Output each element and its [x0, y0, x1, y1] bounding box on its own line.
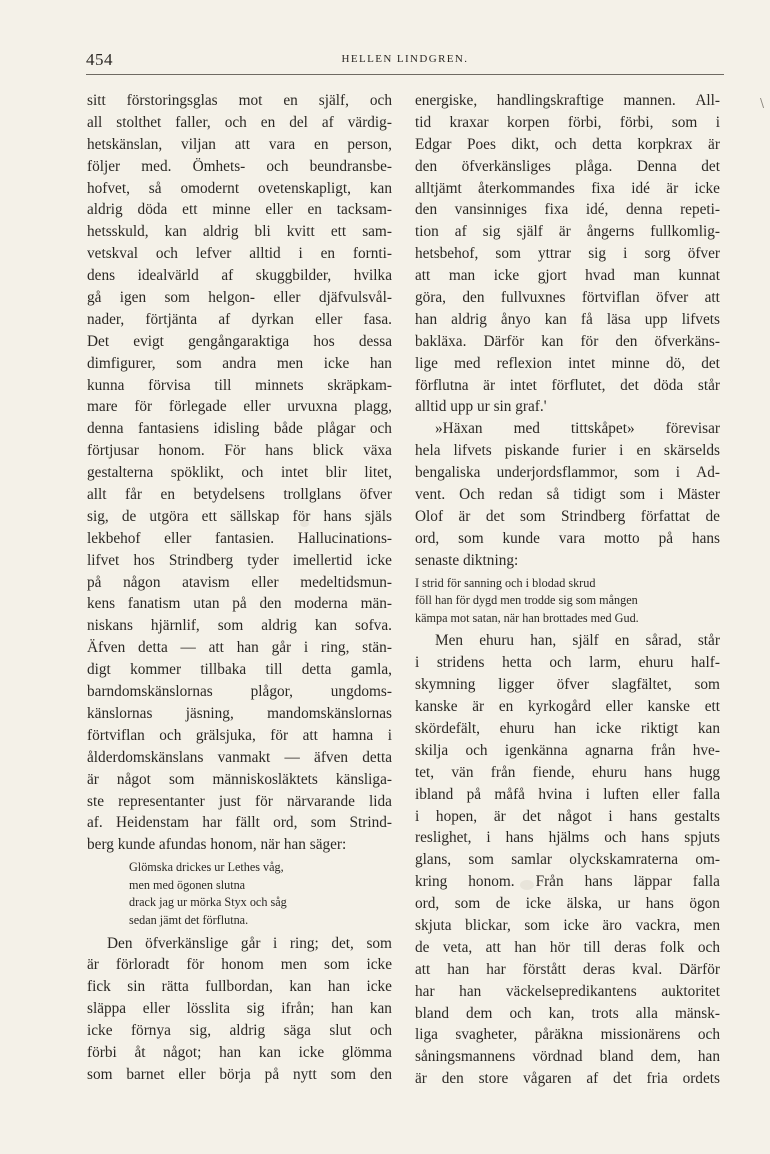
text-line: ord, som kunde vara motto på hans: [415, 529, 720, 547]
text-line: den öfverkänsliges plåga. Denna det: [415, 157, 720, 175]
text-line: alltjämt återkommandes fixa idé är icke: [415, 179, 720, 197]
text-line: följer med. Ömhets- och beundransbe-: [87, 157, 392, 175]
text-line: senaste diktning:: [415, 551, 519, 569]
text-line: dimfigurer, som andra men icke han: [87, 354, 392, 372]
right-verse: [415, 572, 720, 631]
left-paragraph-a: [87, 90, 392, 856]
text-line: skördefält, ehuru han icke riktigt kan: [415, 719, 720, 737]
right-column: [415, 90, 720, 1090]
text-line: allt får en betydelsens trollglans öfver: [87, 486, 392, 504]
text-line: berg kunde afundas honom, när han säger:: [87, 836, 347, 854]
text-line: har han väckelsepredikantens auktoritet: [415, 982, 720, 1000]
text-line: barndomskänslornas plågor, ungdoms-: [87, 683, 392, 701]
text-line: är förloradt för honom men som icke: [87, 956, 392, 974]
text-line: förbi åt något; han kan icke glömma: [87, 1044, 392, 1061]
text-line: bakläxa. Därför kan för den öfverkäns-: [415, 332, 720, 350]
text-line: vent. Och redan så tidigt som i Mäster: [415, 486, 720, 504]
text-line: är den store vågaren af det fria ordets: [415, 1070, 720, 1088]
text-line: är något som människosläktets känsliga-: [87, 770, 392, 788]
text-line: kens fanatism utan på den moderna män-: [87, 595, 392, 613]
text-line: hetsbehof, som yttrar sig i sorg öfver: [415, 245, 720, 263]
text-line: denna fantasiens idisling både plågar och: [87, 420, 392, 438]
text-line: energiske, handlingskraftige mannen. All-: [415, 92, 720, 109]
text-line: ste representanter just för närvarande lida: [87, 792, 392, 810]
text-line: såningsmannens vördnad bland dem, han: [415, 1048, 720, 1066]
text-line: icke förnya sig, aldrig säga slut och: [87, 1022, 392, 1040]
header-rule: [86, 74, 724, 75]
text-line: som barnet eller börja på nytt som den: [87, 1065, 392, 1083]
text-line: de veta, att han hör till deras folk och: [415, 938, 720, 956]
verse-line: men med ögonen slutna: [129, 877, 246, 892]
text-line: Men ehuru han, själf en sårad, står: [435, 632, 720, 650]
text-line: känslornas jäsning, mandomskänslornas: [87, 704, 392, 722]
text-line: mare för förlegade eller urvuxna plagg,: [87, 398, 392, 416]
text-line: aldrig döda ett minne eller en tacksam-: [87, 201, 392, 219]
text-line: skymning ligger öfver slagfältet, som: [415, 676, 720, 694]
text-line: Det evigt gengångaraktiga hos dessa: [87, 332, 392, 350]
text-line: Olof är det som Strindberg författat de: [415, 507, 720, 525]
text-line: den vansinniges fixa idé, denna repeti-: [415, 201, 720, 219]
text-line: alltid upp ur sin graf.': [415, 398, 547, 416]
text-line: vetskval och lefver alltid i en fornti-: [87, 245, 392, 263]
text-line: göra, den fullvuxnes förtviflan öfver att: [415, 289, 720, 307]
margin-mark: \: [760, 96, 765, 110]
verse-line: Glömska drickes ur Lethes våg,: [129, 860, 284, 875]
text-line: på någon atavism eller medeltidsmun-: [87, 573, 392, 591]
text-line: lifvet hos Strindberg tyder imellertid icke: [87, 551, 392, 569]
text-line: kring honom. Från hans läppar falla: [415, 873, 720, 891]
text-line: af. Heidenstam har fällt ord, som Strind-: [87, 814, 392, 832]
text-line: hela lifvets piskande furier i en skärselds: [415, 442, 720, 460]
text-line: ord, som de icke älska, ur hans ögon: [415, 895, 720, 913]
text-line: släppa eller lösslita sig ifrån; han kan: [87, 1000, 392, 1018]
text-line: kanske är en kyrkogård eller kanske ett: [415, 698, 720, 716]
text-line: hofvet, så omodernt ovetenskapligt, kan: [87, 179, 392, 197]
text-line: att man icke gjort hvad man kunnat: [415, 267, 720, 285]
text-line: gestalterna spöklikt, och intet blir litet,: [87, 464, 392, 482]
text-line: skjuta blickar, som icke äro vackra, men: [415, 916, 720, 934]
text-line: sitt förstoringsglas mot en själf, och: [87, 92, 392, 109]
text-line: ålderdomskänslans vanmakt — äfven detta: [87, 748, 392, 766]
verse-line: drack jag ur mörka Styx och såg: [129, 895, 287, 910]
text-line: lige med reflexion intet minne dö, det: [415, 354, 720, 372]
text-line: tion af sig själf är ångerns fullkomlig-: [415, 223, 720, 241]
text-line: Den öfverkänslige går i ring; det, som: [107, 934, 392, 952]
text-line: i hopen, är det något i hans gestalts: [415, 807, 720, 825]
text-line: kunna förvisa till minnets skräpkam-: [87, 376, 392, 394]
text-line: att han har förstått deras kval. Därför: [415, 960, 720, 978]
text-line: all stolthet faller, och en del af värdig-: [87, 113, 392, 131]
verse-line: sedan jämt det förflutna.: [129, 912, 249, 927]
running-head: HELLEN LINDGREN.: [341, 53, 469, 65]
text-line: förflutna är intet förflutet, det döda står: [415, 376, 720, 394]
text-line: digt kommer tillbaka till detta gamla,: [87, 661, 392, 679]
left-paragraph-b: [87, 933, 392, 1086]
right-paragraph-b: [415, 630, 720, 1090]
text-line: sig, de utgöra ett sällskap för hans själs: [87, 507, 392, 525]
text-line: han aldrig ånyo kan få läsa upp lifvets: [415, 310, 720, 328]
text-line: nader, förtjänta af dyrkan eller fasa.: [87, 310, 392, 328]
text-line: glans, som samlar olyckskamraterna om-: [415, 851, 720, 869]
right-paragraph-a: [415, 90, 720, 572]
text-line: bengaliska underjordsflammor, som i Ad-: [415, 464, 720, 482]
text-line: fick sin rätta fullbordan, kan han icke: [87, 978, 392, 996]
text-line: bland dem och kan, trots alla mänsk-: [415, 1004, 720, 1022]
text-line: skilja och igenkänna agnarna från hve-: [415, 741, 720, 759]
left-verse: [87, 856, 392, 932]
page-header: [86, 50, 724, 70]
text-line: i stridens hetta och larm, ehuru half-: [415, 654, 720, 672]
text-line: niskans hjärnlif, som aldrig kan sofva.: [87, 617, 392, 635]
left-column: [87, 90, 392, 1086]
text-line: gå igen som helgon- eller djäfvulsvål-: [87, 289, 392, 307]
verse-line: I strid för sanning och i blodad skrud: [415, 575, 596, 590]
text-line: ibland på måfå hvina i luften eller falla: [415, 785, 720, 803]
text-line: lekbehof eller fantasien. Hallucinations-: [87, 529, 392, 547]
text-line: hetskänslan, viljan att vara en person,: [87, 135, 392, 153]
text-line: tid kraxar korpen förbi, förbi, som i: [415, 113, 720, 131]
verse-line: föll han för dygd men trodde sig som mången: [415, 593, 638, 608]
text-line: förtviflan och grälsjuka, för att hamna i: [87, 726, 392, 744]
text-line: liga svagheter, påräkna missionärens och: [415, 1026, 720, 1044]
text-line: tet, vän från fiende, ehuru hans hugg: [415, 763, 720, 781]
text-line: dens idealvärld af skuggbilder, hvilka: [87, 267, 392, 285]
page-number: 454: [86, 50, 113, 69]
text-line: Äfven detta — att han går i ring, stän-: [87, 639, 392, 657]
verse-line: kämpa mot satan, när han brottades med Gud.: [415, 610, 639, 625]
text-line: förtjusar honom. För hans blick växa: [87, 442, 392, 460]
text-line: »Häxan med tittskåpet» förevisar: [435, 420, 720, 438]
text-line: hetsskuld, kan aldrig bli kvitt ett sam-: [87, 223, 392, 241]
text-line: reslighet, i hans hjälms och hans spjuts: [415, 829, 720, 847]
text-line: Edgar Poes dikt, och detta korpkrax är: [415, 135, 720, 153]
